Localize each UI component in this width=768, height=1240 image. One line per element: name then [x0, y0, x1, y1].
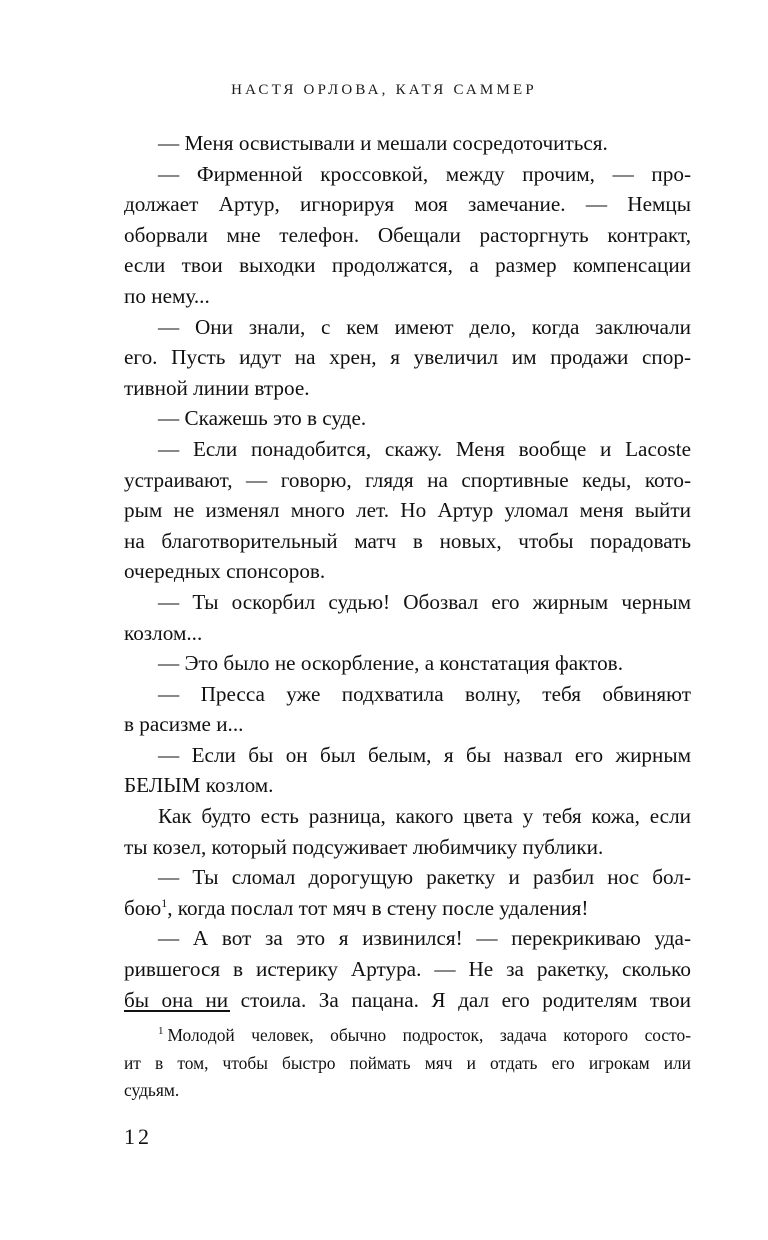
text-line: бы она ни стоила. За пацана. Я дал его родителям твои	[124, 987, 691, 1012]
text-line: — А вот за это я извинился! — перекрикиваю уда-	[158, 926, 691, 951]
text-line: — Фирменной кроссовкой, между прочим, — про-	[158, 161, 691, 186]
text-line: — Ты оскорбил судью! Обозвал его жирным черным	[158, 589, 691, 614]
footnote-text: Молодой человек, обычно подросток, задача которого состо-	[167, 1025, 691, 1045]
text-line-with-footnote-ref	[124, 893, 691, 924]
footnote	[124, 1022, 691, 1105]
running-head: НАСТЯ ОРЛОВА, КАТЯ САММЕР	[231, 82, 537, 98]
text-line: — Скажешь это в суде.	[158, 406, 367, 431]
footnote-line	[124, 1022, 691, 1050]
text-line: должает Артур, игнорируя моя замечание. — Немцы	[124, 192, 691, 217]
text-line: тивной линии втрое.	[124, 375, 310, 400]
text-fragment: бою	[124, 895, 162, 920]
text-line: ты козел, который подсуживает любимчику публики.	[124, 834, 604, 859]
text-line: — Пресса уже подхватила волну, тебя обвиняют	[158, 681, 691, 706]
text-line: рым не изменял много лет. Но Артур уломал меня выйти	[124, 498, 691, 523]
text-line: козлом...	[124, 620, 203, 645]
text-line: его. Пусть идут на хрен, я увеличил им продажи спор-	[124, 345, 691, 370]
text-line: — Если понадобится, скажу. Меня вообще и Lacoste	[158, 436, 691, 461]
text-line: устраивают, — говорю, глядя на спортивные кеды, кото-	[124, 467, 691, 492]
body-text	[124, 128, 691, 1015]
text-line: БЕЛЫМ козлом.	[124, 773, 274, 798]
footnote-divider	[124, 1010, 230, 1012]
text-fragment: , когда послал тот мяч в стену после удаления!	[167, 895, 589, 920]
text-line: оборвали мне телефон. Обещали расторгнуть контракт,	[124, 222, 691, 247]
text-line: — Меня освистывали и мешали сосредоточиться.	[158, 131, 608, 155]
text-line: в расизме и...	[124, 712, 244, 737]
text-line: рившегося в истерику Артура. — Не за ракетку, сколько	[124, 957, 691, 982]
footnote-number: 1	[158, 1025, 164, 1038]
text-line: очередных спонсоров.	[124, 559, 326, 584]
page-number: 12	[124, 1124, 152, 1149]
text-line: Как будто есть разница, какого цвета у тебя кожа, если	[158, 804, 691, 829]
text-line: — Если бы он был белым, я бы назвал его жирным	[158, 742, 691, 767]
text-line: по нему...	[124, 283, 210, 308]
text-line: — Они знали, с кем имеют дело, когда заключали	[158, 314, 691, 339]
footnote-reference[interactable]: 1	[161, 895, 168, 910]
footnote-line: ит в том, чтобы быстро поймать мяч и отдать его игрокам или	[124, 1052, 691, 1073]
text-line: — Ты сломал дорогущую ракетку и разбил нос бол-	[158, 865, 691, 890]
footnote-line: судьям.	[124, 1080, 180, 1101]
text-line: на благотворительный матч в новых, чтобы порадовать	[124, 528, 691, 553]
text-line: — Это было не оскорбление, а констатация фактов.	[158, 651, 623, 676]
text-line: если твои выходки продолжатся, а размер компенсации	[124, 253, 691, 278]
